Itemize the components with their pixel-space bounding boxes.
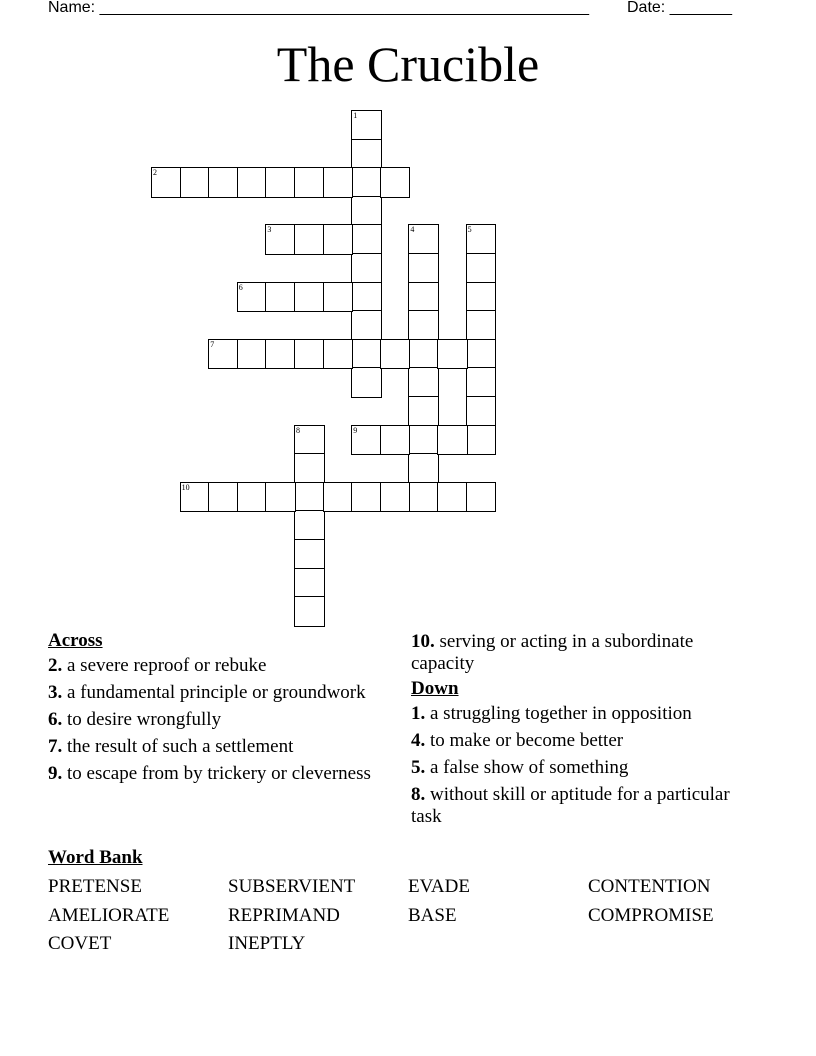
clue-across-10: 10. serving or acting in a subordinate capacity: [411, 631, 694, 674]
crossword-cell[interactable]: [151, 167, 182, 198]
clue-across-6: 6. to desire wrongfully: [48, 709, 222, 730]
crossword-cell[interactable]: [466, 425, 497, 456]
word-bank-word: REPRIMAND: [228, 905, 340, 926]
crossword-cell[interactable]: [351, 282, 382, 313]
clue-number: 1: [353, 111, 358, 120]
word-bank-word: PRETENSE: [48, 876, 142, 897]
crossword-cell[interactable]: [351, 425, 382, 456]
word-bank-heading: Word Bank: [48, 847, 143, 868]
crossword-cell[interactable]: [294, 224, 325, 255]
crossword-cell[interactable]: [351, 310, 382, 341]
crossword-cell[interactable]: [180, 482, 211, 513]
crossword-cell[interactable]: [408, 282, 439, 313]
word-bank-word: COMPROMISE: [588, 905, 714, 926]
crossword-cell[interactable]: [323, 339, 354, 370]
clue-number: 6: [238, 282, 243, 292]
crossword-cell[interactable]: [466, 224, 497, 255]
crossword-cell[interactable]: [237, 282, 268, 313]
crossword-cell[interactable]: [380, 482, 411, 513]
crossword-cell[interactable]: [323, 224, 354, 255]
clue-number: 3: [267, 225, 272, 235]
clue-number: 8: [296, 425, 300, 435]
clue-number: 10: [181, 482, 190, 492]
crossword-cell[interactable]: [265, 482, 296, 513]
down-heading: Down: [411, 678, 459, 699]
crossword-cell[interactable]: [351, 367, 382, 398]
crossword-cell[interactable]: [437, 339, 468, 370]
crossword-cell[interactable]: [208, 339, 239, 370]
clue-across-7: 7. the result of such a settlement: [48, 736, 294, 757]
clue-number: 5: [467, 225, 472, 235]
crossword-cell[interactable]: [466, 367, 497, 398]
crossword-cell[interactable]: [466, 482, 497, 513]
crossword-cell[interactable]: [466, 253, 497, 284]
crossword-cell[interactable]: [408, 482, 439, 513]
crossword-cell[interactable]: [294, 453, 325, 484]
crossword-cell[interactable]: [323, 167, 354, 198]
crossword-cell[interactable]: [265, 224, 296, 255]
crossword-cell[interactable]: [380, 339, 411, 370]
word-bank-word: EVADE: [408, 876, 470, 897]
crossword-cell[interactable]: [408, 425, 439, 456]
word-bank-word: COVET: [48, 933, 112, 954]
crossword-cell[interactable]: [294, 425, 325, 456]
crossword-cell[interactable]: [323, 482, 354, 513]
crossword-cell[interactable]: [237, 482, 268, 513]
clue-across-2: 2. a severe reproof or rebuke: [48, 655, 267, 676]
crossword-cell[interactable]: [466, 396, 497, 427]
page-title: The Crucible: [276, 36, 540, 92]
crossword-cell[interactable]: [294, 510, 325, 541]
clue-across-3: 3. a fundamental principle or groundwork: [48, 682, 366, 703]
crossword-cell[interactable]: [294, 568, 325, 599]
crossword-cell[interactable]: [265, 282, 296, 313]
name-field-label: Name: _______________________________________________________: [48, 0, 589, 16]
across-heading: Across: [48, 630, 103, 651]
clue-across-9: 9. to escape from by trickery or cleverness: [48, 763, 371, 784]
crossword-cell[interactable]: [294, 482, 325, 513]
crossword-cell[interactable]: [408, 310, 439, 341]
crossword-cell[interactable]: [351, 253, 382, 284]
clue-number: 9: [353, 425, 358, 435]
date-field-label: Date: _______: [627, 0, 732, 16]
crossword-cell[interactable]: [408, 224, 439, 255]
crossword-cell[interactable]: [466, 282, 497, 313]
crossword-cell[interactable]: [208, 167, 239, 198]
crossword-cell[interactable]: [351, 196, 382, 227]
crossword-cell[interactable]: [380, 425, 411, 456]
word-bank-word: CONTENTION: [588, 876, 711, 897]
crossword-cell[interactable]: [180, 167, 211, 198]
crossword-cell[interactable]: [294, 167, 325, 198]
crossword-cell[interactable]: [466, 310, 497, 341]
clue-number: 7: [210, 339, 215, 349]
crossword-cell[interactable]: [437, 482, 468, 513]
crossword-cell[interactable]: [351, 339, 382, 370]
clue-down-5: 5. a false show of something: [411, 757, 629, 778]
crossword-cell[interactable]: [294, 539, 325, 570]
crossword-cell[interactable]: [265, 339, 296, 370]
crossword-cell[interactable]: [408, 396, 439, 427]
crossword-cell[interactable]: [237, 167, 268, 198]
word-bank-word: BASE: [408, 905, 457, 926]
down-clues-column: [411, 631, 756, 833]
crossword-cell[interactable]: [408, 339, 439, 370]
crossword-cell[interactable]: [294, 339, 325, 370]
clue-down-4: 4. to make or become better: [411, 730, 624, 751]
crossword-cell[interactable]: [351, 482, 382, 513]
crossword-cell[interactable]: [208, 482, 239, 513]
crossword-cell[interactable]: [351, 224, 382, 255]
crossword-cell[interactable]: [351, 167, 382, 198]
crossword-cell[interactable]: [466, 339, 497, 370]
clue-number: 2: [153, 168, 157, 178]
word-bank-word: INEPTLY: [228, 933, 306, 954]
crossword-cell[interactable]: [408, 453, 439, 484]
crossword-cell[interactable]: [408, 367, 439, 398]
crossword-cell[interactable]: [323, 282, 354, 313]
crossword-cell[interactable]: [437, 425, 468, 456]
crossword-cell[interactable]: [351, 110, 382, 141]
word-bank-word: SUBSERVIENT: [228, 876, 356, 897]
crossword-cell[interactable]: [237, 339, 268, 370]
clue-number: 4: [410, 225, 415, 235]
across-clues-column: [48, 630, 393, 790]
crossword-cell[interactable]: [380, 167, 411, 198]
crossword-cell[interactable]: [351, 139, 382, 170]
crossword-cell[interactable]: [294, 282, 325, 313]
clue-down-8: 8. without skill or aptitude for a particular task: [411, 784, 730, 827]
crossword-cell[interactable]: [408, 253, 439, 284]
word-bank-word: AMELIORATE: [48, 905, 170, 926]
crossword-cell[interactable]: [265, 167, 296, 198]
crossword-cell[interactable]: [294, 596, 325, 627]
clue-down-1: 1. a struggling together in opposition: [411, 703, 692, 724]
